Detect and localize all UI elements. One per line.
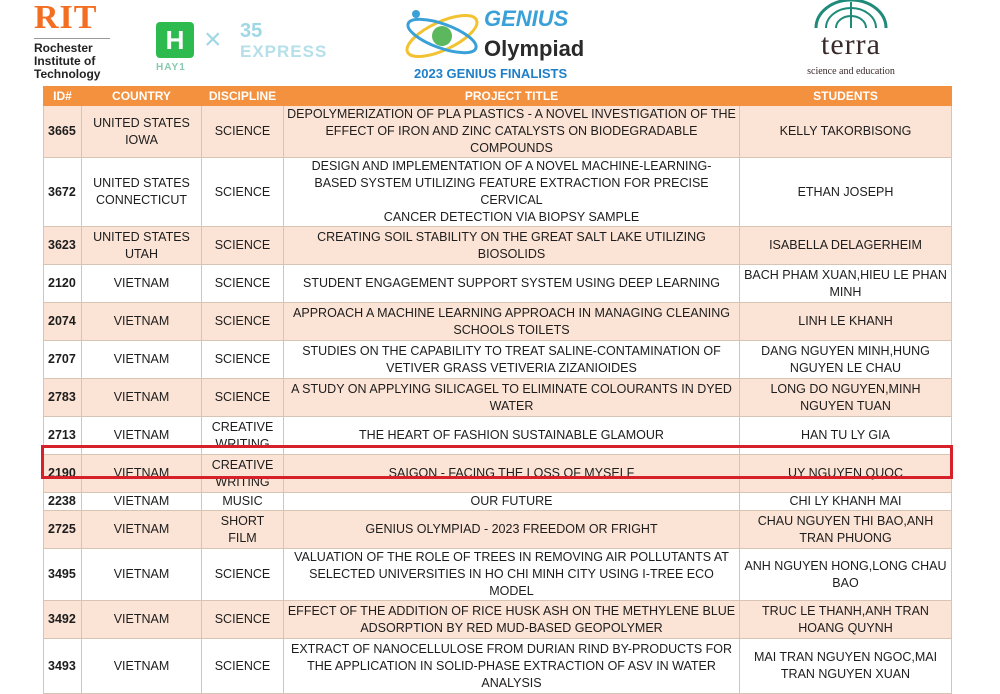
cell-students — [740, 549, 952, 601]
cell-students — [740, 106, 952, 158]
rit-logo — [34, 0, 144, 81]
cell-discipline — [202, 379, 284, 417]
table-body — [44, 106, 952, 694]
cell-discipline-line: CREATIVE — [211, 419, 274, 434]
cell-project-title-line: CANCER DETECTION VIA BIOPSY SAMPLE — [383, 210, 640, 224]
cell-project-title — [284, 549, 740, 601]
cell-project-title-line: BASED SYSTEM UTILIZING FEATURE EXTRACTION FOR PRECISE CERVICAL — [314, 176, 709, 207]
cell-discipline-line: SCIENCE — [214, 124, 271, 138]
cell-project-title-line: EXTRACT OF NANOCELLULOSE FROM DURIAN RIND BY-PRODUCTS FOR — [290, 641, 733, 656]
column-header-discipline: DISCIPLINE — [202, 87, 284, 106]
cell-students-line: LINH LE KHANH — [798, 314, 893, 328]
cell-country — [82, 341, 202, 379]
cell-country — [82, 417, 202, 455]
cell-students-line: KELLY TAKORBISONG — [779, 124, 912, 138]
cell-country-line: VIETNAM — [113, 314, 170, 328]
cell-id: 2190 — [44, 455, 82, 493]
column-header-students: STUDENTS — [740, 87, 952, 106]
cell-students-line: MAI TRAN NGUYEN NGOC,MAI — [753, 650, 938, 664]
cell-country — [82, 379, 202, 417]
cell-discipline — [202, 549, 284, 601]
cell-project-title — [284, 158, 740, 227]
cell-id: 2725 — [44, 511, 82, 549]
cell-discipline-line: SCIENCE — [214, 390, 271, 404]
cell-discipline-line: WRITING — [215, 436, 270, 451]
cell-country-line: VIETNAM — [113, 466, 170, 480]
cell-country-line: VIETNAM — [113, 494, 170, 508]
cell-project-title — [284, 455, 740, 493]
cell-project-title-line: DEPOLYMERIZATION OF PLA PLASTICS - A NOVEL INVESTIGATION OF THE — [287, 107, 736, 121]
cell-project-title-line: EFFECT OF IRON AND ZINC CATALYSTS ON BIODEGRADABLE — [325, 124, 698, 138]
cell-project-title-line: COMPOUNDS — [470, 141, 553, 155]
cell-project-title-line: STUDIES ON THE CAPABILITY TO TREAT SALINE-CONTAMINATION OF — [302, 343, 721, 358]
cell-project-title-line: SAIGON - FACING THE LOSS OF MYSELF — [388, 466, 635, 480]
cell-project-title-line: WATER — [489, 398, 534, 413]
cell-project-title — [284, 493, 740, 511]
cell-discipline-line: WRITING — [215, 474, 270, 489]
cell-country-line: VIETNAM — [113, 390, 170, 404]
table-row — [44, 493, 952, 511]
cell-project-title — [284, 639, 740, 694]
terra-logo — [806, 0, 896, 82]
cell-students-line: BAO — [832, 575, 859, 590]
cell-project-title-line: ANALYSIS — [481, 675, 542, 690]
cell-project-title — [284, 265, 740, 303]
rit-logo-divider — [34, 38, 110, 39]
cell-discipline — [202, 511, 284, 549]
cell-discipline — [202, 106, 284, 158]
cell-discipline — [202, 265, 284, 303]
cell-id: 2783 — [44, 379, 82, 417]
table-header-row — [44, 87, 952, 106]
cell-country-line: IOWA — [125, 132, 158, 147]
cell-project-title — [284, 601, 740, 639]
cell-students — [740, 265, 952, 303]
cell-discipline-line: SCIENCE — [214, 567, 271, 581]
genius-word: GENIUS — [484, 6, 569, 31]
cell-students — [740, 511, 952, 549]
times-icon: × — [204, 23, 222, 56]
cell-project-title-line: SCHOOLS TOILETS — [453, 322, 570, 337]
cell-country-line: VIETNAM — [113, 567, 170, 581]
table-row — [44, 455, 952, 493]
cell-project-title-line: THE APPLICATION IN SOLID-PHASE EXTRACTION OF ASV IN WATER — [307, 658, 716, 673]
genius-olympiad-logo — [400, 0, 600, 82]
column-header-id: ID# — [44, 87, 82, 106]
cell-project-title — [284, 417, 740, 455]
cell-country-line: VIETNAM — [113, 428, 170, 442]
cell-id: 2707 — [44, 341, 82, 379]
cell-students-line: HAN TU LY GIA — [801, 428, 890, 442]
cell-country — [82, 455, 202, 493]
olympiad-word: Olympiad — [484, 36, 585, 61]
cell-discipline-line: SCIENCE — [214, 184, 271, 199]
table-row — [44, 511, 952, 549]
hay1-logo-label: HAY1 — [156, 62, 186, 73]
cell-discipline — [202, 493, 284, 511]
cell-project-title-line: THE HEART OF FASHION SUSTAINABLE GLAMOUR — [359, 428, 664, 442]
cell-students-line: NGUYEN LE CHAU — [789, 360, 902, 375]
cell-country — [82, 511, 202, 549]
hay1-logo-mark: H — [156, 22, 194, 58]
rit-name-line-3: Technology — [34, 67, 101, 81]
cell-project-title-line: BIOSOLIDS — [477, 246, 546, 261]
cell-country-line: UNITED STATES — [93, 176, 190, 190]
cell-project-title — [284, 341, 740, 379]
cell-project-title-line: VETIVER GRASS VETIVERIA ZIZANIOIDES — [386, 360, 637, 375]
cell-students — [740, 417, 952, 455]
cell-project-title — [284, 303, 740, 341]
orbit-globe-icon — [400, 0, 490, 66]
cell-discipline-line: SCIENCE — [214, 612, 271, 626]
cell-country-line: CONNECTICUT — [96, 193, 187, 207]
terra-dome-icon — [806, 0, 896, 30]
cell-project-title-line: VALUATION OF THE ROLE OF TREES IN REMOVING AIR POLLUTANTS AT — [294, 550, 729, 564]
cell-country-line: VIETNAM — [113, 522, 170, 536]
cell-country-line: VIETNAM — [113, 612, 170, 626]
cell-country — [82, 265, 202, 303]
cell-project-title-line: DESIGN AND IMPLEMENTATION OF A NOVEL MACHINE-LEARNING- — [311, 159, 712, 173]
table-row — [44, 601, 952, 639]
cell-discipline — [202, 601, 284, 639]
cell-project-title-line: STUDENT ENGAGEMENT SUPPORT SYSTEM USING DEEP LEARNING — [303, 276, 720, 290]
cell-project-title-line: EFFECT OF THE ADDITION OF RICE HUSK ASH ON THE METHYLENE BLUE — [287, 603, 736, 618]
cell-students-line: BACH PHAM XUAN,HIEU LE PHAN — [744, 267, 947, 282]
cell-discipline — [202, 303, 284, 341]
terra-tagline: science and education — [807, 66, 895, 77]
cell-students — [740, 227, 952, 265]
cell-id: 3665 — [44, 106, 82, 158]
cell-students-line: TRAN PHUONG — [799, 530, 892, 545]
cell-students-line: ANH NGUYEN HONG,LONG CHAU — [744, 558, 947, 573]
rit-name-line-1: Rochester — [34, 41, 93, 55]
cell-discipline — [202, 455, 284, 493]
cell-project-title — [284, 511, 740, 549]
cell-country-line: VIETNAM — [113, 658, 170, 673]
cell-students-line: UY NGUYEN QUOC — [787, 466, 904, 480]
cell-id: 3495 — [44, 549, 82, 601]
table-row — [44, 158, 952, 227]
table-row — [44, 341, 952, 379]
cell-students-line: NGUYEN TUAN — [800, 398, 891, 413]
cell-discipline — [202, 417, 284, 455]
cell-country-line: UNITED STATES — [93, 229, 190, 244]
cell-students — [740, 639, 952, 694]
table-row — [44, 106, 952, 158]
cell-students — [740, 493, 952, 511]
column-header-project-title: PROJECT TITLE — [284, 87, 740, 106]
cell-id: 3623 — [44, 227, 82, 265]
cell-project-title-line: APPROACH A MACHINE LEARNING APPROACH IN MANAGING CLEANING — [293, 305, 730, 320]
cell-discipline-line: SCIENCE — [214, 238, 271, 252]
table-row — [44, 417, 952, 455]
cell-students-line: ETHAN JOSEPH — [797, 184, 894, 199]
cell-discipline-line: SCIENCE — [214, 352, 271, 366]
cell-students — [740, 303, 952, 341]
cell-id: 3672 — [44, 158, 82, 227]
cell-discipline-line: SCIENCE — [214, 658, 271, 673]
cell-id: 3493 — [44, 639, 82, 694]
cell-id: 2120 — [44, 265, 82, 303]
cell-id: 2713 — [44, 417, 82, 455]
cell-country-line: VIETNAM — [113, 352, 170, 366]
cell-project-title-line: ADSORPTION BY RED MUD-BASED GEOPOLYMER — [360, 620, 663, 635]
express-number: 35 — [240, 20, 263, 42]
cell-discipline-line: SCIENCE — [214, 314, 271, 328]
cell-students-line: TRUC LE THANH,ANH TRAN — [762, 603, 929, 618]
cell-project-title-line: SELECTED UNIVERSITIES IN HO CHI MINH CITY USING I-TREE ECO MODEL — [309, 567, 714, 598]
cell-discipline-line: CREATIVE — [211, 457, 274, 472]
cell-id: 3492 — [44, 601, 82, 639]
page-title: 2023 GENIUS FINALISTS — [414, 66, 568, 81]
cell-students-line: ISABELLA DELAGERHEIM — [769, 238, 922, 252]
cell-students-line: LONG DO NGUYEN,MINH — [770, 381, 921, 396]
table-row — [44, 549, 952, 601]
cell-country — [82, 639, 202, 694]
cell-country — [82, 601, 202, 639]
finalists-table — [43, 86, 952, 694]
cell-project-title — [284, 106, 740, 158]
cell-students-line: CHI LY KHANH MAI — [789, 494, 902, 508]
cell-project-title — [284, 379, 740, 417]
cell-country — [82, 493, 202, 511]
cell-students-line: DANG NGUYEN MINH,HUNG — [761, 343, 930, 358]
cell-students-line: HOANG QUYNH — [798, 620, 893, 635]
terra-word: terra — [821, 28, 881, 61]
cell-students — [740, 455, 952, 493]
rit-logo-mark: RIT — [34, 0, 98, 36]
cell-project-title-line: OUR FUTURE — [470, 494, 553, 508]
cell-discipline-line: SCIENCE — [214, 276, 271, 290]
cell-students-line: TRAN NGUYEN XUAN — [780, 667, 911, 681]
cell-country — [82, 549, 202, 601]
cell-country — [82, 303, 202, 341]
cell-discipline-line: SHORT FILM — [220, 513, 265, 545]
hay1-express-logo — [156, 22, 346, 78]
cell-project-title-line: GENIUS OLYMPIAD - 2023 FREEDOM OR FRIGHT — [365, 522, 658, 536]
cell-id: 2238 — [44, 493, 82, 511]
cell-discipline-line: MUSIC — [222, 494, 263, 508]
table-row — [44, 379, 952, 417]
column-header-country: COUNTRY — [82, 87, 202, 106]
cell-country-line: UNITED STATES — [93, 115, 190, 130]
cell-discipline — [202, 158, 284, 227]
table-row — [44, 639, 952, 694]
cell-students-line: MINH — [829, 284, 862, 299]
cell-discipline — [202, 341, 284, 379]
cell-country-line: VIETNAM — [113, 276, 170, 290]
express-word: EXPRESS — [240, 42, 328, 61]
table-row — [44, 265, 952, 303]
cell-project-title — [284, 227, 740, 265]
cell-students-line: CHAU NGUYEN THI BAO,ANH — [757, 513, 934, 528]
cell-students — [740, 158, 952, 227]
cell-country — [82, 227, 202, 265]
cell-country — [82, 106, 202, 158]
cell-country-line: UTAH — [124, 246, 159, 261]
cell-project-title-line: CREATING SOIL STABILITY ON THE GREAT SALT LAKE UTILIZING — [317, 229, 706, 244]
table-row — [44, 303, 952, 341]
cell-discipline — [202, 639, 284, 694]
cell-students — [740, 341, 952, 379]
cell-project-title-line: A STUDY ON APPLYING SILICAGEL TO ELIMINATE COLOURANTS IN DYED — [291, 381, 732, 396]
cell-students — [740, 379, 952, 417]
cell-discipline — [202, 227, 284, 265]
cell-country — [82, 158, 202, 227]
table-row — [44, 227, 952, 265]
rit-name-line-2: Institute of — [34, 54, 96, 68]
cell-students — [740, 601, 952, 639]
cell-id: 2074 — [44, 303, 82, 341]
